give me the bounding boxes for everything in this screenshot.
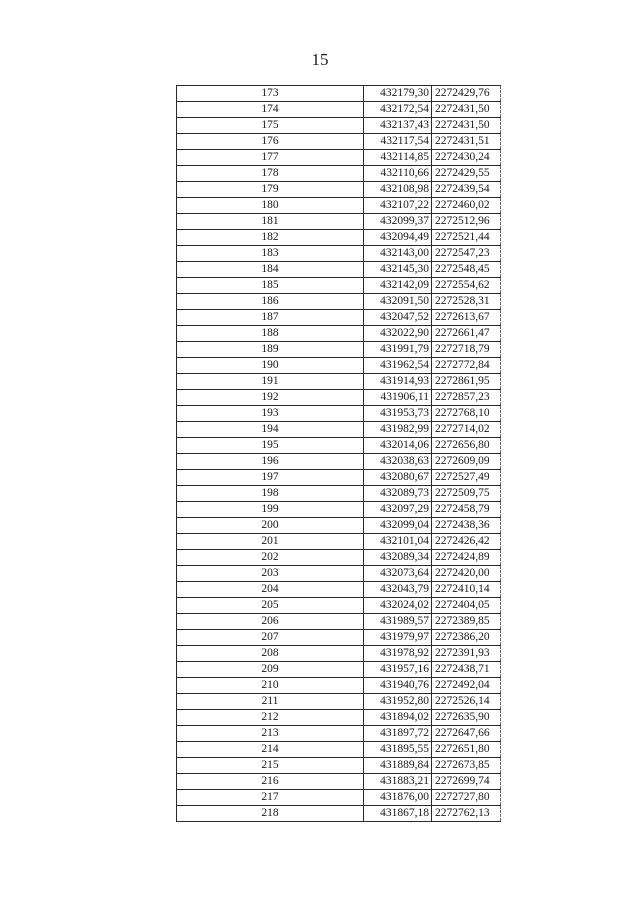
x-coordinate-cell: 432024,02: [364, 598, 432, 614]
y-coordinate-cell: 2272673,85: [432, 758, 501, 774]
table-row: [177, 438, 501, 454]
coordinates-table-body: [177, 86, 501, 822]
y-coordinate-cell: 2272526,14: [432, 694, 501, 710]
table-row: [177, 582, 501, 598]
x-coordinate-cell: 432099,04: [364, 518, 432, 534]
point-number-cell: 197: [177, 470, 364, 486]
point-number-cell: 204: [177, 582, 364, 598]
y-coordinate-cell: 2272613,67: [432, 310, 501, 326]
table-row: [177, 502, 501, 518]
point-number-cell: 173: [177, 86, 364, 102]
x-coordinate-cell: 431952,80: [364, 694, 432, 710]
point-number-cell: 208: [177, 646, 364, 662]
point-number-cell: 175: [177, 118, 364, 134]
x-coordinate-cell: 431894,02: [364, 710, 432, 726]
point-number-cell: 195: [177, 438, 364, 454]
point-number-cell: 190: [177, 358, 364, 374]
point-number-cell: 176: [177, 134, 364, 150]
x-coordinate-cell: 431957,16: [364, 662, 432, 678]
point-number-cell: 183: [177, 246, 364, 262]
table-row: [177, 790, 501, 806]
point-number-cell: 218: [177, 806, 364, 822]
table-row: [177, 774, 501, 790]
x-coordinate-cell: 431982,99: [364, 422, 432, 438]
x-coordinate-cell: 432080,67: [364, 470, 432, 486]
x-coordinate-cell: 432142,09: [364, 278, 432, 294]
table-row: [177, 694, 501, 710]
y-coordinate-cell: 2272509,75: [432, 486, 501, 502]
point-number-cell: 205: [177, 598, 364, 614]
table-row: [177, 566, 501, 582]
y-coordinate-cell: 2272521,44: [432, 230, 501, 246]
y-coordinate-cell: 2272727,80: [432, 790, 501, 806]
x-coordinate-cell: 432143,00: [364, 246, 432, 262]
point-number-cell: 210: [177, 678, 364, 694]
y-coordinate-cell: 2272528,31: [432, 294, 501, 310]
y-coordinate-cell: 2272651,80: [432, 742, 501, 758]
table-row: [177, 742, 501, 758]
x-coordinate-cell: 432047,52: [364, 310, 432, 326]
y-coordinate-cell: 2272714,02: [432, 422, 501, 438]
y-coordinate-cell: 2272699,74: [432, 774, 501, 790]
table-row: [177, 342, 501, 358]
x-coordinate-cell: 432089,73: [364, 486, 432, 502]
table-row: [177, 454, 501, 470]
x-coordinate-cell: 432114,85: [364, 150, 432, 166]
x-coordinate-cell: 432073,64: [364, 566, 432, 582]
y-coordinate-cell: 2272861,95: [432, 374, 501, 390]
y-coordinate-cell: 2272420,00: [432, 566, 501, 582]
table-row: [177, 150, 501, 166]
table-row: [177, 326, 501, 342]
table-row: [177, 758, 501, 774]
point-number-cell: 192: [177, 390, 364, 406]
y-coordinate-cell: 2272647,66: [432, 726, 501, 742]
y-coordinate-cell: 2272492,04: [432, 678, 501, 694]
table-row: [177, 198, 501, 214]
y-coordinate-cell: 2272609,09: [432, 454, 501, 470]
x-coordinate-cell: 432101,04: [364, 534, 432, 550]
table-row: [177, 246, 501, 262]
coordinates-table: [176, 85, 501, 822]
point-number-cell: 216: [177, 774, 364, 790]
y-coordinate-cell: 2272431,51: [432, 134, 501, 150]
x-coordinate-cell: 432108,98: [364, 182, 432, 198]
table-row: [177, 662, 501, 678]
point-number-cell: 184: [177, 262, 364, 278]
point-number-cell: 191: [177, 374, 364, 390]
x-coordinate-cell: 432137,43: [364, 118, 432, 134]
y-coordinate-cell: 2272431,50: [432, 118, 501, 134]
table-row: [177, 118, 501, 134]
y-coordinate-cell: 2272718,79: [432, 342, 501, 358]
y-coordinate-cell: 2272438,71: [432, 662, 501, 678]
y-coordinate-cell: 2272554,62: [432, 278, 501, 294]
point-number-cell: 177: [177, 150, 364, 166]
x-coordinate-cell: 431889,84: [364, 758, 432, 774]
y-coordinate-cell: 2272410,14: [432, 582, 501, 598]
point-number-cell: 207: [177, 630, 364, 646]
point-number-cell: 198: [177, 486, 364, 502]
point-number-cell: 206: [177, 614, 364, 630]
table-row: [177, 230, 501, 246]
point-number-cell: 181: [177, 214, 364, 230]
table-row: [177, 102, 501, 118]
table-row: [177, 550, 501, 566]
page-number: 15: [311, 50, 329, 69]
point-number-cell: 209: [177, 662, 364, 678]
table-row: [177, 534, 501, 550]
y-coordinate-cell: 2272389,85: [432, 614, 501, 630]
point-number-cell: 174: [177, 102, 364, 118]
x-coordinate-cell: 431962,54: [364, 358, 432, 374]
table-row: [177, 710, 501, 726]
x-coordinate-cell: 432089,34: [364, 550, 432, 566]
x-coordinate-cell: 431906,11: [364, 390, 432, 406]
point-number-cell: 217: [177, 790, 364, 806]
y-coordinate-cell: 2272438,36: [432, 518, 501, 534]
point-number-cell: 203: [177, 566, 364, 582]
table-row: [177, 390, 501, 406]
x-coordinate-cell: 431991,79: [364, 342, 432, 358]
y-coordinate-cell: 2272656,80: [432, 438, 501, 454]
point-number-cell: 178: [177, 166, 364, 182]
x-coordinate-cell: 432179,30: [364, 86, 432, 102]
point-number-cell: 180: [177, 198, 364, 214]
x-coordinate-cell: 432091,50: [364, 294, 432, 310]
table-row: [177, 374, 501, 390]
point-number-cell: 202: [177, 550, 364, 566]
point-number-cell: 188: [177, 326, 364, 342]
y-coordinate-cell: 2272424,89: [432, 550, 501, 566]
table-row: [177, 134, 501, 150]
table-row: [177, 86, 501, 102]
y-coordinate-cell: 2272430,24: [432, 150, 501, 166]
x-coordinate-cell: 432014,06: [364, 438, 432, 454]
x-coordinate-cell: 431940,76: [364, 678, 432, 694]
point-number-cell: 213: [177, 726, 364, 742]
y-coordinate-cell: 2272391,93: [432, 646, 501, 662]
point-number-cell: 201: [177, 534, 364, 550]
x-coordinate-cell: 431883,21: [364, 774, 432, 790]
y-coordinate-cell: 2272458,79: [432, 502, 501, 518]
y-coordinate-cell: 2272772,84: [432, 358, 501, 374]
table-row: [177, 518, 501, 534]
point-number-cell: 211: [177, 694, 364, 710]
x-coordinate-cell: 432172,54: [364, 102, 432, 118]
table-row: [177, 614, 501, 630]
y-coordinate-cell: 2272404,05: [432, 598, 501, 614]
x-coordinate-cell: 431897,72: [364, 726, 432, 742]
x-coordinate-cell: 432097,29: [364, 502, 432, 518]
y-coordinate-cell: 2272386,20: [432, 630, 501, 646]
point-number-cell: 193: [177, 406, 364, 422]
y-coordinate-cell: 2272527,49: [432, 470, 501, 486]
y-coordinate-cell: 2272762,13: [432, 806, 501, 822]
point-number-cell: 187: [177, 310, 364, 326]
table-row: [177, 486, 501, 502]
table-row: [177, 182, 501, 198]
y-coordinate-cell: 2272661,47: [432, 326, 501, 342]
table-row: [177, 598, 501, 614]
point-number-cell: 189: [177, 342, 364, 358]
x-coordinate-cell: 432107,22: [364, 198, 432, 214]
y-coordinate-cell: 2272460,02: [432, 198, 501, 214]
x-coordinate-cell: 432099,37: [364, 214, 432, 230]
table-row: [177, 358, 501, 374]
x-coordinate-cell: 431989,57: [364, 614, 432, 630]
table-row: [177, 678, 501, 694]
x-coordinate-cell: 431953,73: [364, 406, 432, 422]
point-number-cell: 214: [177, 742, 364, 758]
y-coordinate-cell: 2272512,96: [432, 214, 501, 230]
y-coordinate-cell: 2272857,23: [432, 390, 501, 406]
y-coordinate-cell: 2272426,42: [432, 534, 501, 550]
x-coordinate-cell: 432110,66: [364, 166, 432, 182]
table-row: [177, 646, 501, 662]
y-coordinate-cell: 2272548,45: [432, 262, 501, 278]
table-row: [177, 214, 501, 230]
x-coordinate-cell: 432022,90: [364, 326, 432, 342]
point-number-cell: 212: [177, 710, 364, 726]
x-coordinate-cell: 432117,54: [364, 134, 432, 150]
table-row: [177, 278, 501, 294]
point-number-cell: 179: [177, 182, 364, 198]
point-number-cell: 182: [177, 230, 364, 246]
y-coordinate-cell: 2272439,54: [432, 182, 501, 198]
table-row: [177, 262, 501, 278]
x-coordinate-cell: 431979,97: [364, 630, 432, 646]
point-number-cell: 196: [177, 454, 364, 470]
x-coordinate-cell: 432038,63: [364, 454, 432, 470]
x-coordinate-cell: 432094,49: [364, 230, 432, 246]
point-number-cell: 194: [177, 422, 364, 438]
table-row: [177, 806, 501, 822]
point-number-cell: 200: [177, 518, 364, 534]
table-row: [177, 406, 501, 422]
table-row: [177, 726, 501, 742]
table-row: [177, 422, 501, 438]
point-number-cell: 185: [177, 278, 364, 294]
y-coordinate-cell: 2272768,10: [432, 406, 501, 422]
x-coordinate-cell: 432145,30: [364, 262, 432, 278]
y-coordinate-cell: 2272429,55: [432, 166, 501, 182]
point-number-cell: 199: [177, 502, 364, 518]
x-coordinate-cell: 432043,79: [364, 582, 432, 598]
y-coordinate-cell: 2272635,90: [432, 710, 501, 726]
table-row: [177, 630, 501, 646]
table-row: [177, 470, 501, 486]
table-row: [177, 294, 501, 310]
x-coordinate-cell: 431895,55: [364, 742, 432, 758]
y-coordinate-cell: 2272431,50: [432, 102, 501, 118]
y-coordinate-cell: 2272547,23: [432, 246, 501, 262]
y-coordinate-cell: 2272429,76: [432, 86, 501, 102]
x-coordinate-cell: 431914,93: [364, 374, 432, 390]
x-coordinate-cell: 431876,00: [364, 790, 432, 806]
x-coordinate-cell: 431978,92: [364, 646, 432, 662]
point-number-cell: 215: [177, 758, 364, 774]
x-coordinate-cell: 431867,18: [364, 806, 432, 822]
point-number-cell: 186: [177, 294, 364, 310]
table-row: [177, 166, 501, 182]
table-row: [177, 310, 501, 326]
